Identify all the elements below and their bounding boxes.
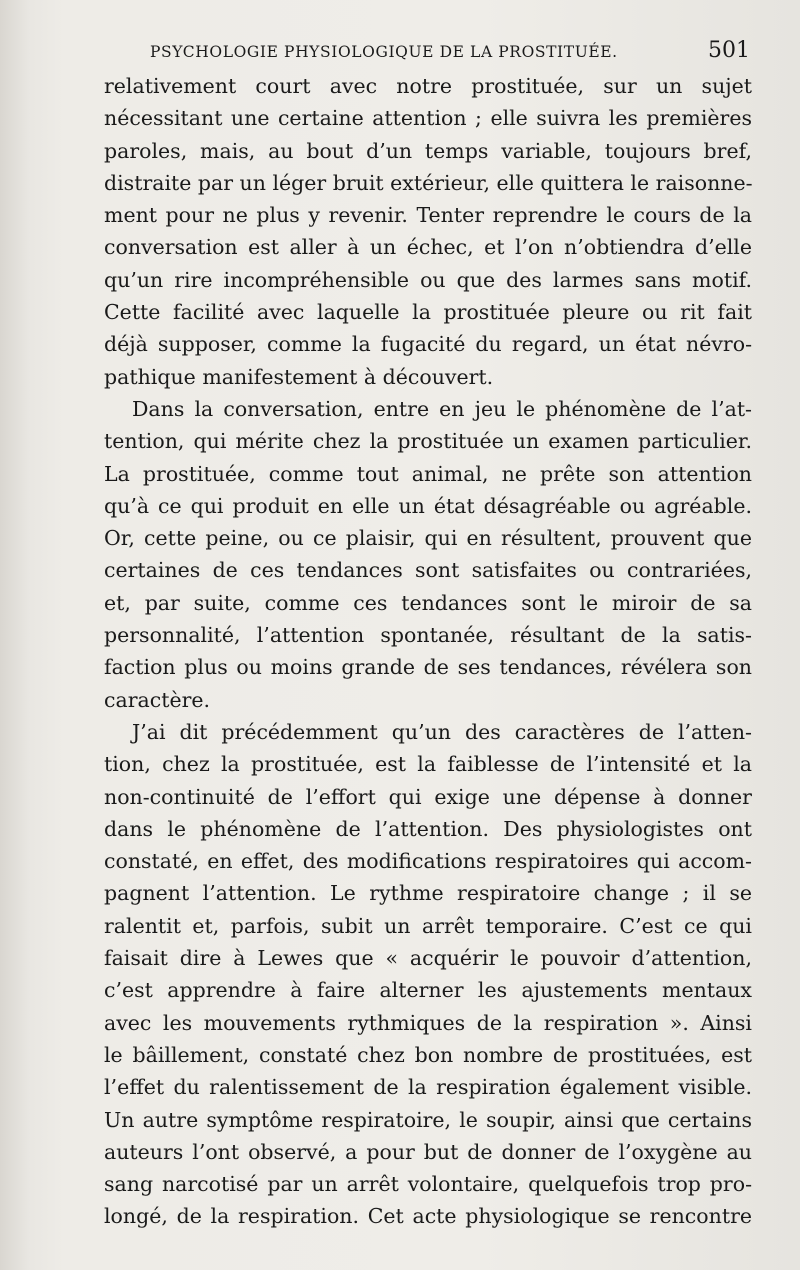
text-line: auteurs l’ont observé, a pour but de donner de l’oxygène au [104, 1139, 752, 1164]
paragraph [104, 70, 752, 393]
page-spine-shadow [0, 0, 28, 1270]
text-line: caractère. [104, 687, 211, 712]
text-line: pathique manifestement à découvert. [104, 364, 494, 389]
text-line: avec les mouvements rythmiques de la respiration ». Ainsi [104, 1010, 752, 1035]
text-line: Cette facilité avec laquelle la prostituée pleure ou rit fait [104, 300, 752, 325]
text-line: La prostituée, comme tout animal, ne prête son attention [104, 461, 752, 486]
text-line: ment pour ne plus y revenir. Tenter reprendre le cours de la [104, 203, 752, 228]
text-line: Dans la conversation, entre en jeu le phénomène de l’at- [132, 396, 752, 421]
text-line: qu’un rire incompréhensible ou que des larmes sans motif. [104, 267, 752, 292]
text-line: constaté, en effet, des modifications respiratoires qui accom- [104, 849, 752, 874]
text-line: certaines de ces tendances sont satisfaites ou contrariées, [104, 558, 752, 583]
page-number: 501 [708, 38, 750, 63]
page-header [150, 38, 750, 63]
text-line: distraite par un léger bruit extérieur, elle quittera le raisonne- [104, 170, 753, 195]
text-line: faisait dire à Lewes que « acquérir le pouvoir d’attention, [104, 946, 752, 971]
text-line: relativement court avec notre prostituée, sur un sujet [104, 74, 752, 98]
text-line: déjà supposer, comme la fugacité du regard, un état névro- [104, 332, 752, 357]
text-line: personnalité, l’attention spontanée, résultant de la satis- [104, 623, 752, 648]
paragraph [104, 393, 752, 716]
text-line: sang narcotisé par un arrêt volontaire, quelquefois trop pro- [104, 1172, 752, 1197]
text-line: Or, cette peine, ou ce plaisir, qui en résultent, prouvent que [104, 526, 752, 551]
text-line: Un autre symptôme respiratoire, le soupir, ainsi que certains [104, 1107, 752, 1132]
text-line: tention, qui mérite chez la prostituée un examen particulier. [104, 429, 752, 454]
text-line: conversation est aller à un échec, et l’on n’obtiendra d’elle [104, 235, 752, 260]
text-line: le bâillement, constaté chez bon nombre de prostituées, est [104, 1042, 752, 1067]
text-line: tion, chez la prostituée, est la faiblesse de l’intensité et la [104, 752, 752, 777]
text-line: pagnent l’attention. Le rythme respiratoire change ; il se [104, 881, 752, 906]
text-line: non-continuité de l’effort qui exige une dépense à donner [104, 784, 752, 809]
text-line: dans le phénomène de l’attention. Des physiologistes ont [104, 816, 752, 841]
text-line: J’ai dit précédemment qu’un des caractères de l’atten- [132, 719, 752, 744]
text-line: longé, de la respiration. Cet acte physiologique se rencontre [104, 1204, 752, 1229]
body-text [104, 70, 752, 1233]
text-line: l’effet du ralentissement de la respiration également visible. [104, 1075, 752, 1100]
text-line: faction plus ou moins grande de ses tendances, révélera son [104, 655, 752, 680]
text-line: et, par suite, comme ces tendances sont le miroir de sa [104, 590, 752, 615]
text-line: qu’à ce qui produit en elle un état désagréable ou agréable. [104, 493, 752, 518]
text-line: paroles, mais, au bout d’un temps variable, toujours bref, [104, 138, 752, 163]
text-line: c’est apprendre à faire alterner les ajustements mentaux [104, 978, 752, 1003]
text-line: ralentit et, parfois, subit un arrêt temporaire. C’est ce qui [104, 913, 752, 938]
text-line: nécessitant une certaine attention ; elle suivra les premières [104, 106, 752, 131]
paragraph [104, 716, 752, 1233]
running-head: PSYCHOLOGIE PHYSIOLOGIQUE DE LA PROSTITUÉE. [150, 43, 618, 61]
